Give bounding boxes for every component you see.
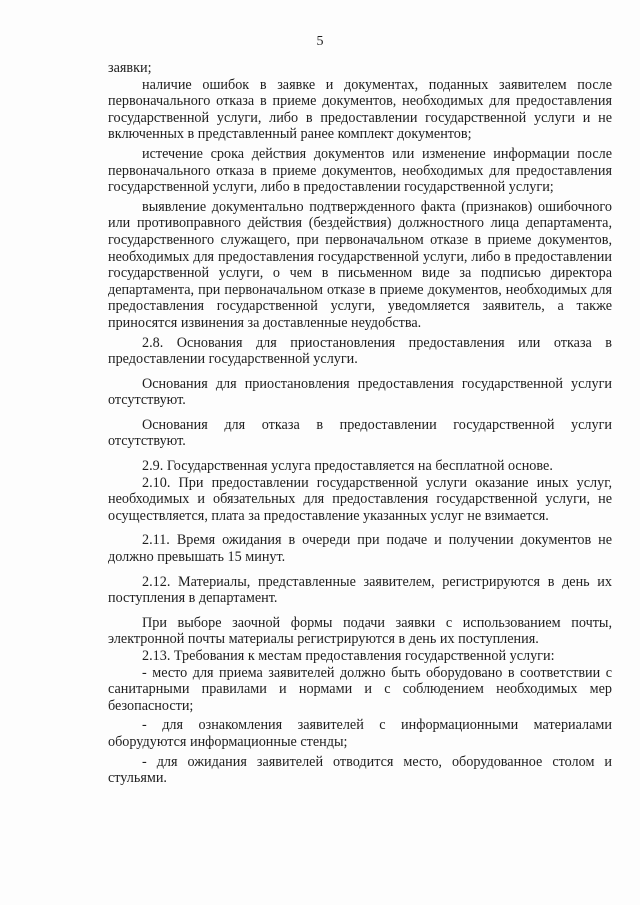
paragraph-refusal-grounds: Основания для отказа в предоставлении государственной услуги отсутствуют. <box>108 416 612 450</box>
clause-2-9: 2.9. Государственная услуга предоставляется на бесплатной основе. <box>142 458 553 475</box>
page-number: 5 <box>316 34 324 49</box>
list-item-information-stands: - для ознакомления заявителей с информационными материалами оборудуются информационные стенды; <box>108 717 612 750</box>
paragraph-continuation: заявки; <box>108 60 152 76</box>
paragraph-erroneous-action: выявление документально подтвержденного факта (признаков) ошибочного или противоправного действия (бездействия) должностного лица департамента, государственного служащего, при первоначальном отказе в приеме документов, необходимых для предоставления государственной услуги, либо в предоставлении государственной услуги, о чем в письменном виде за подписью директора департамента, при первоначальном отказе в приеме документов, необходимых для предоставления государственной услуги, уведомляется заявитель, а также приносятся извинения за доставленные неудобства. <box>108 198 612 331</box>
paragraph-suspension-grounds: Основания для приостановления предоставления государственной услуги отсутствуют. <box>108 375 612 409</box>
paragraph-remote-submission: При выборе заочной формы подачи заявки с использованием почты, электронной почты материалы регистрируются в день их поступления. <box>108 614 612 648</box>
clause-2-11: 2.11. Время ожидания в очереди при подаче и получении документов не должно превышать 15 минут. <box>108 532 612 566</box>
document-body <box>108 60 612 787</box>
paragraph-errors-in-application: наличие ошибок в заявке и документах, поданных заявителем после первоначального отказа в приеме документов, необходимых для предоставления государственной услуги, либо в предоставлении государственной услуги и не включенных в представленный ранее комплект документов; <box>108 76 612 143</box>
clause-2-8: 2.8. Основания для приостановления предоставления или отказа в предоставлении государственной услуги. <box>108 334 612 368</box>
clause-2-13: 2.13. Требования к местам предоставления государственной услуги: <box>142 648 555 664</box>
list-item-reception-place: - место для приема заявителей должно быть оборудовано в соответствии с санитарными правилами и нормами и с соблюдением необходимых мер безопасности; <box>108 664 612 714</box>
clause-2-12: 2.12. Материалы, представленные заявителем, регистрируются в день их поступления в департамент. <box>108 573 612 607</box>
list-item-waiting-place: - для ожидания заявителей отводится место, оборудованное столом и стульями. <box>108 753 612 787</box>
clause-2-10: 2.10. При предоставлении государственной услуги оказание иных услуг, необходимых и обязательных для предоставления государственной услуги, не осуществляется, плата за предоставление указанных услуг не взимается. <box>108 474 612 524</box>
paragraph-document-expiry: истечение срока действия документов или изменение информации после первоначального отказа в приеме документов, необходимых для предоставления государственной услуги, либо в предоставлении государственной услуги; <box>108 145 612 196</box>
